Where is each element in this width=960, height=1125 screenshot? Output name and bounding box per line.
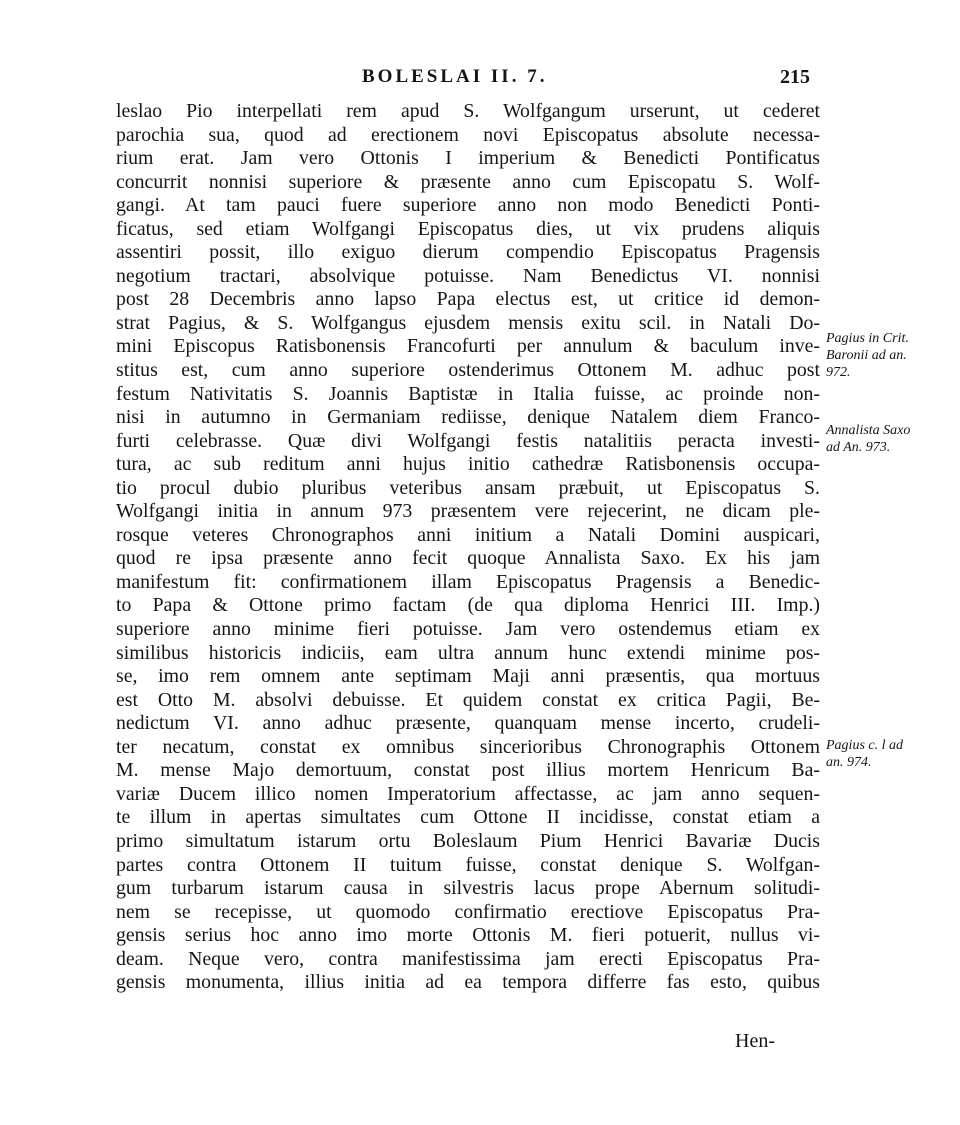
text-line: tura, ac sub reditum anni hujus initio cathedræ Ratisbonensis occupa- — [116, 453, 820, 476]
text-line: manifestum fit: confirmationem illam Episcopatus Pragensis a Benedic- — [116, 570, 820, 593]
margin-note-line: Pagius c. l ad — [826, 738, 903, 753]
text-line: gangi. At tam pauci fuere superiore anno non modo Benedicti Ponti- — [116, 194, 820, 217]
text-line: parochia sua, quod ad erectionem novi Episcopatus absolute necessa- — [116, 123, 820, 146]
margin-note-line: Baronii ad an. — [826, 348, 907, 363]
text-line: nedictum VI. anno adhuc præsente, quanquam mense incerto, crudeli- — [116, 712, 820, 735]
main-text-block — [116, 100, 820, 995]
text-line: strat Pagius, & S. Wolfgangus ejusdem mensis exitu scil. in Natali Do- — [116, 311, 820, 334]
margin-note-line: an. 974. — [826, 755, 872, 770]
text-line: te illum in apertas simultates cum Ottone II incidisse, constat etiam a — [116, 806, 820, 829]
text-line: festum Nativitatis S. Joannis Baptistæ in Italia fuisse, ac proinde non- — [116, 382, 820, 405]
page-header — [340, 66, 810, 96]
text-line: assentiri possit, illo exiguo dierum compendio Episcopatus Pragensis — [116, 241, 820, 264]
margin-note-pagius-baronii — [826, 330, 946, 381]
text-line: similibus historicis indiciis, eam ultra annum hunc extendi minime pos- — [116, 641, 820, 664]
text-line: partes contra Ottonem II tuitum fuisse, constat denique S. Wolfgan- — [116, 853, 820, 876]
text-line: nisi in autumno in Germaniam rediisse, denique Natalem diem Franco- — [116, 406, 820, 429]
margin-note-line: Pagius in Crit. — [826, 331, 909, 346]
text-line: to Papa & Ottone primo factam (de qua diploma Henrici III. Imp.) — [116, 594, 820, 617]
text-line: est Otto M. absolvi debuisse. Et quidem constat ex critica Pagii, Be- — [116, 688, 820, 711]
text-line: quod re ipsa præsente anno fecit quoque Annalista Saxo. Ex his jam — [116, 547, 820, 570]
text-line: M. mense Majo demortuum, constat post illius mortem Henricum Ba- — [116, 759, 820, 782]
text-line: furti celebrasse. Quæ divi Wolfgangi festis natalitiis peracta investi- — [116, 429, 820, 452]
text-line: negotium tractari, absolvique potuisse. Nam Benedictus VI. nonnisi — [116, 264, 820, 287]
text-line: primo simultatum istarum ortu Boleslaum Pium Henrici Bavariæ Ducis — [116, 829, 820, 852]
text-line: concurrit nonnisi superiore & præsente anno cum Episcopatu S. Wolf- — [116, 170, 820, 193]
text-line: gensis monumenta, illius initia ad ea tempora differre fas esto, quibus — [116, 971, 820, 994]
margin-note-line: 972. — [826, 365, 851, 380]
text-line: mini Episcopus Ratisbonensis Francofurti per annulum & baculum inve- — [116, 335, 820, 358]
text-line: deam. Neque vero, contra manifestissima jam erecti Episcopatus Pra- — [116, 947, 820, 970]
text-line: rium erat. Jam vero Ottonis I imperium & Benedicti Pontificatus — [116, 147, 820, 170]
text-line: tio procul dubio pluribus veteribus ansam præbuit, ut Episcopatus S. — [116, 476, 820, 499]
text-line: ficatus, sed etiam Wolfgangi Episcopatus dies, ut vix prudens aliquis — [116, 217, 820, 240]
text-line: leslao Pio interpellati rem apud S. Wolfgangum urserunt, ut cederet — [116, 100, 820, 122]
text-line: nem se recepisse, ut quomodo confirmatio erectiove Episcopatus Pra- — [116, 900, 820, 923]
text-line: superiore anno minime fieri potuisse. Jam vero ostendemus etiam ex — [116, 618, 820, 641]
text-line: post 28 Decembris anno lapso Papa electus est, ut critice id demon- — [116, 288, 820, 311]
text-line: Wolfgangi initia in annum 973 præsentem vere rejecerint, ne dicam ple- — [116, 500, 820, 523]
text-line: se, imo rem omnem ante septimam Maji anni præsentis, qua mortuus — [116, 665, 820, 688]
text-line: gum turbarum istarum causa in silvestris lacus prope Abernum solitudi- — [116, 877, 820, 900]
page-number: 215 — [780, 66, 810, 88]
text-line: ter necatum, constat ex omnibus sincerioribus Chronographis Ottonem — [116, 735, 820, 758]
text-line: stitus est, cum anno superiore ostenderimus Ottonem M. adhuc post — [116, 359, 820, 382]
margin-note-annalista-saxo — [826, 422, 946, 456]
text-line: variæ Ducem illico nomen Imperatorium affectasse, ac jam anno sequen- — [116, 782, 820, 805]
catchword: Hen- — [735, 1030, 775, 1052]
running-head: BOLESLAI II. 7. — [362, 66, 548, 87]
margin-note-line: Annalista Saxo — [826, 423, 911, 438]
text-line: rosque veteres Chronographos anni initium a Natali Domini auspicari, — [116, 523, 820, 546]
margin-note-pagius-974 — [826, 737, 946, 771]
margin-note-line: ad An. 973. — [826, 440, 891, 455]
text-line: gensis serius hoc anno imo morte Ottonis M. fieri potuerit, nullus vi- — [116, 924, 820, 947]
